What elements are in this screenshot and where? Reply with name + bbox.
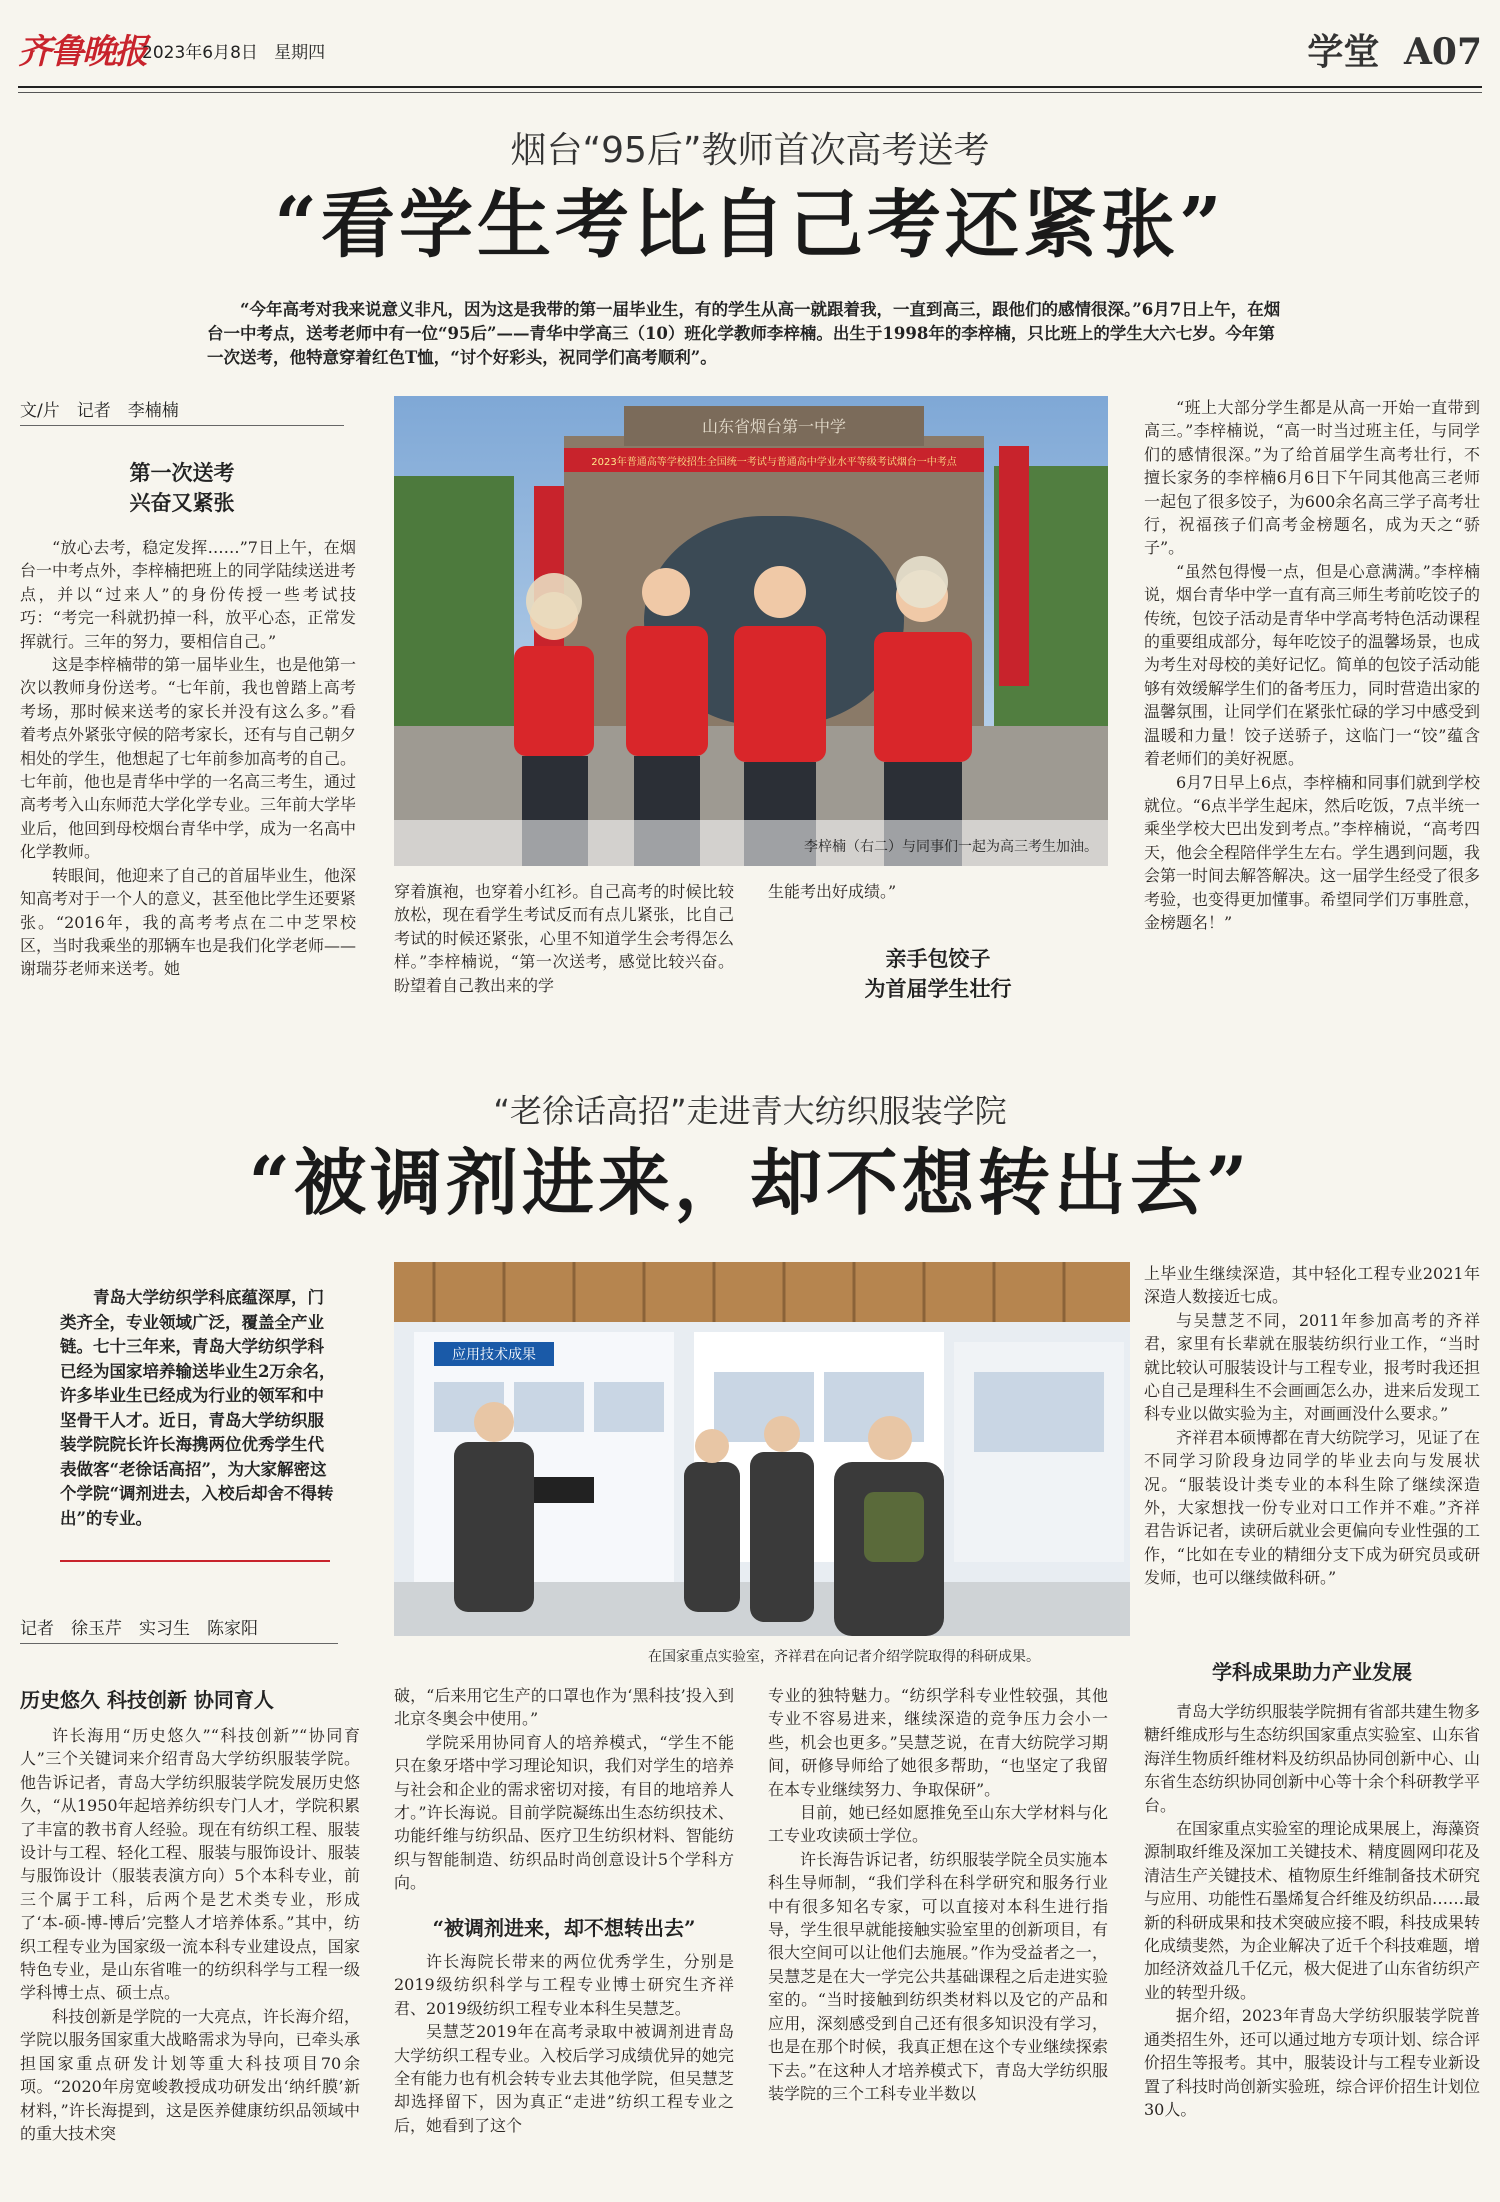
- lede-accent-rule: [60, 1560, 330, 1562]
- paragraph: 科技创新是学院的一大亮点，许长海介绍，学院以服务国家重大战略需求为导向，已牵头承担国家重点研发计划等重大科技项目70余项。“2020年房宽峻教授成功研发出‘纳纤膜’新材料，”许长海提到，这是医养健康纺织品领域中的重大技术突: [20, 2006, 360, 2143]
- story1-byline: 文/片 记者 李楠楠: [20, 396, 344, 426]
- paragraph: “放心去考，稳定发挥……”7日上午，在烟台一中考点外，李梓楠把班上的同学陆续送进考点，并以“过来人”的身份传授一些考试技巧：“考完一科就扔掉一科，放平心态，正常发挥就行。三年的努力，要相信自己。”: [20, 538, 357, 651]
- paragraph: 穿着旗袍，也穿着小红衫。自己高考的时候比较放松，现在看学生考试反而有点儿紧张，比自己考试的时候还紧张，心里不知道学生会考得怎么样。”李梓楠说，“第一次送考，感觉比较兴奋。盼望着自己教出来的学: [394, 882, 734, 995]
- story1-photo-caption: 李梓楠（右二）与同事们一起为高三考生加油。: [804, 839, 1098, 855]
- story1-subhead-1: [20, 458, 344, 518]
- paragraph: 许长海告诉记者，纺织服装学院全员实施本科生导师制，“我们学科在科学研究和服务行业中有很多知名专家，可以直接对本科生进行指导，学生很早就能接触实验室里的创新项目，有很大空间可以让他们去施展。”作为受益者之一，吴慧芝是在大一学完公共基础课程之后走进实验室的。“当时接触到纺织类材料以及它的产品和应用，深刻感受到自己还有很多知识没有学习，也是在那个时候，我真正想在这个专业继续探索下去。”在这种人才培养模式下，青岛大学纺织服装学院的三个工科专业半数以: [768, 1849, 1108, 2103]
- story2-byline: 记者 徐玉芹 实习生 陈家阳: [20, 1614, 338, 1644]
- story2-section-2: “被调剂进来，却不想转出去”: [432, 1916, 696, 1940]
- masthead-rule: [18, 86, 1482, 88]
- paragraph: 据介绍，2023年青岛大学纺织服装学院普通类招生外，还可以通过地方专项计划、综合评价招生等报考。其中，服装设计与工程专业新设置了科技时尚创新实验班，综合评价招生计划位30人。: [1144, 2006, 1481, 2119]
- story2-column-1: [20, 1724, 360, 2145]
- story2-lede: 青岛大学纺织学科底蕴深厚，门类齐全，专业领域广泛，覆盖全产业链。七十三年来，青岛大学纺织学科已经为国家培养输送毕业生2万余名，许多毕业生已经成为行业的领军和中坚骨干人才。近日，青岛大学纺织服装学院院长许长海携两位优秀学生代表做客“老徐话高招”，为大家解密这个学院“调剂进去，入校后却舍不得转出”的专业。: [60, 1288, 336, 1528]
- story2-column-right-2: [1144, 1700, 1480, 2121]
- paragraph: 这是李梓楠带的第一届毕业生，也是他第一次以教师身份送考。“七年前，我也曾踏上高考考场，那时候来送考的家长并没有这么多。”看着考点外紧张守候的陪考家长，还有与自己朝夕相处的学生，他想起了七年前参加高考的自己。七年前，他也是青华中学的一名高三考生，通过高考考入山东师范大学化学专业。三年前大学毕业后，他回到母校烟台青华中学，成为一名高中化学教师。: [20, 655, 357, 862]
- story1-photo: [394, 396, 1108, 866]
- paragraph: 许长海用“历史悠久”“科技创新”“协同育人”三个关键词来介绍青岛大学纺织服装学院。他告诉记者，青岛大学纺织服装学院发展历史悠久，“从1950年起培养纺织专门人才，学院积累了丰富的教书育人经验。现在有纺织工程、服装设计与工程、轻化工程、服装与服饰设计、服装与服饰设计（服装表演方向）5个本科专业，前三个属于工科，后两个是艺术类专业，形成了‘本-硕-博-博后’完整人才培养体系。”其中，纺织工程专业为国家级一流本科专业建设点，国家特色专业，是山东省唯一的纺织科学与工程一级学科博士点、硕士点。: [20, 1726, 360, 2003]
- paragraph: 齐祥君本硕博都在青大纺院学习，见证了在不同学习阶段身边同学的毕业去向与发展状况。“服装设计类专业的本科生除了继续深造外，大家想找一份专业对口工作并不难。”齐祥君告诉记者，读研后就业会更偏向专业性强的工作，“比如在专业的精细分支下成为研究员或研发师，也可以继续做科研。”: [1144, 1427, 1481, 1588]
- paragraph: “虽然包得慢一点，但是心意满满。”李梓楠说，烟台青华中学一直有高三师生考前吃饺子的传统，包饺子活动是青华中学高考特色活动课程的重要组成部分，每年吃饺子的温馨场景，也成为考生对母校的美好记忆。简单的包饺子活动能够有效缓解学生们的备考压力，同时营造出家的温馨氛围，让同学们在紧张忙碌的学习中感受到温暖和力量！饺子送骄子，这临门一“饺”蕴含着老师们的美好祝愿。: [1144, 561, 1481, 769]
- story2-headline: “被调剂进来，却不想转出去”: [248, 1140, 1252, 1225]
- story1-column-1: [20, 536, 356, 981]
- lab-illustration: [394, 1262, 1130, 1636]
- story2-column-3: [768, 1684, 1108, 2105]
- paragraph: 上毕业生继续深造，其中轻化工程专业2021年深造人数接近七成。: [1144, 1264, 1480, 1307]
- story1-subhead-2: [768, 944, 1108, 1004]
- subhead-line: 亲手包饺子: [885, 946, 991, 971]
- paragraph: 专业的独特魅力。“纺织学科专业性较强，其他专业不容易进来，继续深造的竞争压力会小一些，机会也更多。”吴慧芝说，在青大纺院学习期间，研修导师给了她很多帮助，“也坚定了我留在本专业继续努力、争取保研”。: [768, 1686, 1108, 1799]
- paragraph: 6月7日早上6点，李梓楠和同事们就到学校就位。“6点半学生起床，然后吃饭，7点半统一乘坐学校大巴出发到考点。”李梓楠说，“高考四天，他会全程陪伴学生左右。学生遇到问题，我会第一时间去解答解决。这一届学生经受了很多考验，也变得更加懂事。希望同学们万事胜意，金榜题名！”: [1144, 772, 1481, 932]
- paragraph: 转眼间，他迎来了自己的首届毕业生，他深知高考对于一个人的意义，甚至他比学生还要紧张。“2016年，我的高考考点在二中芝罘校区，当时我乘坐的那辆车也是我们化学老师——谢瑞芬老师来送考。她: [20, 865, 357, 979]
- paragraph: 学院采用协同育人的培养模式，“学生不能只在象牙塔中学习理论知识，我们对学生的培养与社会和企业的需求密切对接，有目的地培养人才。”许长海说。目前学院凝练出生态纺织技术、功能纤维与纺织品、医疗卫生纺织材料、智能纺织与智能制造、纺织品时尚创意设计5个学科方向。: [394, 1732, 734, 1893]
- story2-column-2b: [394, 1950, 734, 2137]
- newspaper-logo: 齐鲁晚报: [18, 32, 146, 72]
- story2-section-3: 学科成果助力产业发展: [1212, 1660, 1412, 1684]
- story1-lede: “今年高考对我来说意义非凡，因为这是我带的第一届毕业生，有的学生从高一就跟着我，一直到高三，跟他们的感情很深。”6月7日上午，在烟台一中考点，送考老师中有一位“95后”——青华中学高三（10）班化学教师李梓楠。出生于1998年的李梓楠，只比班上的学生大六七岁。今年第一次送考，他特意穿着红色T恤，“讨个好彩头，祝同学们高考顺利”。: [207, 300, 1281, 367]
- paragraph: 在国家重点实验室的理论成果展上，海藻资源制取纤维及深加工关键技术、精度圆网印花及清洁生产关键技术、植物原生纤维制备技术研究与应用、功能性石墨烯复合纤维及纺织品……最新的科研成果和技术突破应接不暇，科技成果转化成绩斐然，为企业解决了近千个科技难题，增加经济效益几千亿元，极大促进了山东省纺织产业的转型升级。: [1144, 1819, 1481, 2002]
- exam-banner: 2023年普通高等学校招生全国统一考试与普通高中学业水平等级考试烟台一中考点: [591, 457, 957, 468]
- wall-title: 应用技术成果: [452, 1347, 536, 1363]
- paragraph: 青岛大学纺织服装学院拥有省部共建生物多糖纤维成形与生态纺织国家重点实验室、山东省海洋生物质纤维材料及纺织品协同创新中心、山东省生态纺织协同创新中心等十余个科研教学平台。: [1144, 1702, 1481, 1815]
- issue-weekday: 星期四: [274, 43, 326, 63]
- story2-kicker: “老徐话高招”走进青大纺织服装学院: [493, 1092, 1007, 1130]
- paragraph: 与吴慧芝不同，2011年参加高考的齐祥君，家里有长辈就在服装纺织行业工作，“当时就比较认可服装设计与工程专业，报考时我还担心自己是理科生不会画画怎么办，进来后发现工科专业以做实验为主，对画画没什么要求。”: [1144, 1310, 1481, 1424]
- section-label: [1307, 24, 1482, 75]
- gate-sign: 山东省烟台第一中学: [701, 417, 847, 436]
- story2-column-2: [394, 1684, 734, 1895]
- story1-column-2: [394, 880, 734, 997]
- issue-date-line: [142, 38, 325, 63]
- story1-column-3: [768, 880, 1108, 903]
- masthead-rule-thin: [18, 92, 1482, 93]
- issue-date: 2023年6月8日: [142, 43, 258, 63]
- paragraph: 破，“后来用它生产的口罩也作为‘黑科技’投入到北京冬奥会中使用。”: [394, 1686, 734, 1729]
- paragraph: 许长海院长带来的两位优秀学生，分别是2019级纺织科学与工程专业博士研究生齐祥君、2019级纺织工程专业本科生吴慧芝。: [394, 1952, 734, 2018]
- story2-column-right: [1144, 1262, 1480, 1590]
- story1-kicker: 烟台“95后”教师首次高考送考: [510, 130, 990, 171]
- paragraph: 目前，她已经如愿推免至山东大学材料与化工专业攻读硕士学位。: [768, 1803, 1108, 1846]
- page-number: A07: [1403, 31, 1482, 73]
- paragraph: 生能考出好成绩。”: [768, 882, 897, 901]
- subhead-line: 为首届学生壮行: [864, 976, 1012, 1001]
- story2-section-1: 历史悠久 科技创新 协同育人: [20, 1688, 274, 1712]
- story1-headline: “看学生考比自己考还紧张”: [274, 182, 1226, 268]
- story2-photo: [394, 1262, 1130, 1636]
- story2-photo-caption: 在国家重点实验室，齐祥君在向记者介绍学院取得的科研成果。: [648, 1649, 1040, 1665]
- paragraph: 吴慧芝2019年在高考录取中被调剂进青岛大学纺织工程专业。入校后学习成绩优异的她完全有能力也有机会转专业去其他学院，但吴慧芝却选择留下，因为真正“走进”纺织工程专业之后，她看到了这个: [394, 2022, 734, 2135]
- photo-illustration: [394, 396, 1108, 866]
- story1-column-right: [1144, 396, 1480, 934]
- subhead-line: 兴奋又紧张: [129, 490, 235, 515]
- section-name: 学堂: [1307, 31, 1380, 73]
- paragraph: “班上大部分学生都是从高一开始一直带到高三。”李梓楠说，“高一时当过班主任，与同学们的感情很深。”为了给首届学生高考壮行，不擅长家务的李梓楠6月6日下午同其他高三老师一起包了很多饺子，为600余名高三学子高考壮行，祝福孩子们高考金榜题名，成为天之“骄子”。: [1144, 398, 1480, 558]
- subhead-line: 第一次送考: [129, 460, 235, 485]
